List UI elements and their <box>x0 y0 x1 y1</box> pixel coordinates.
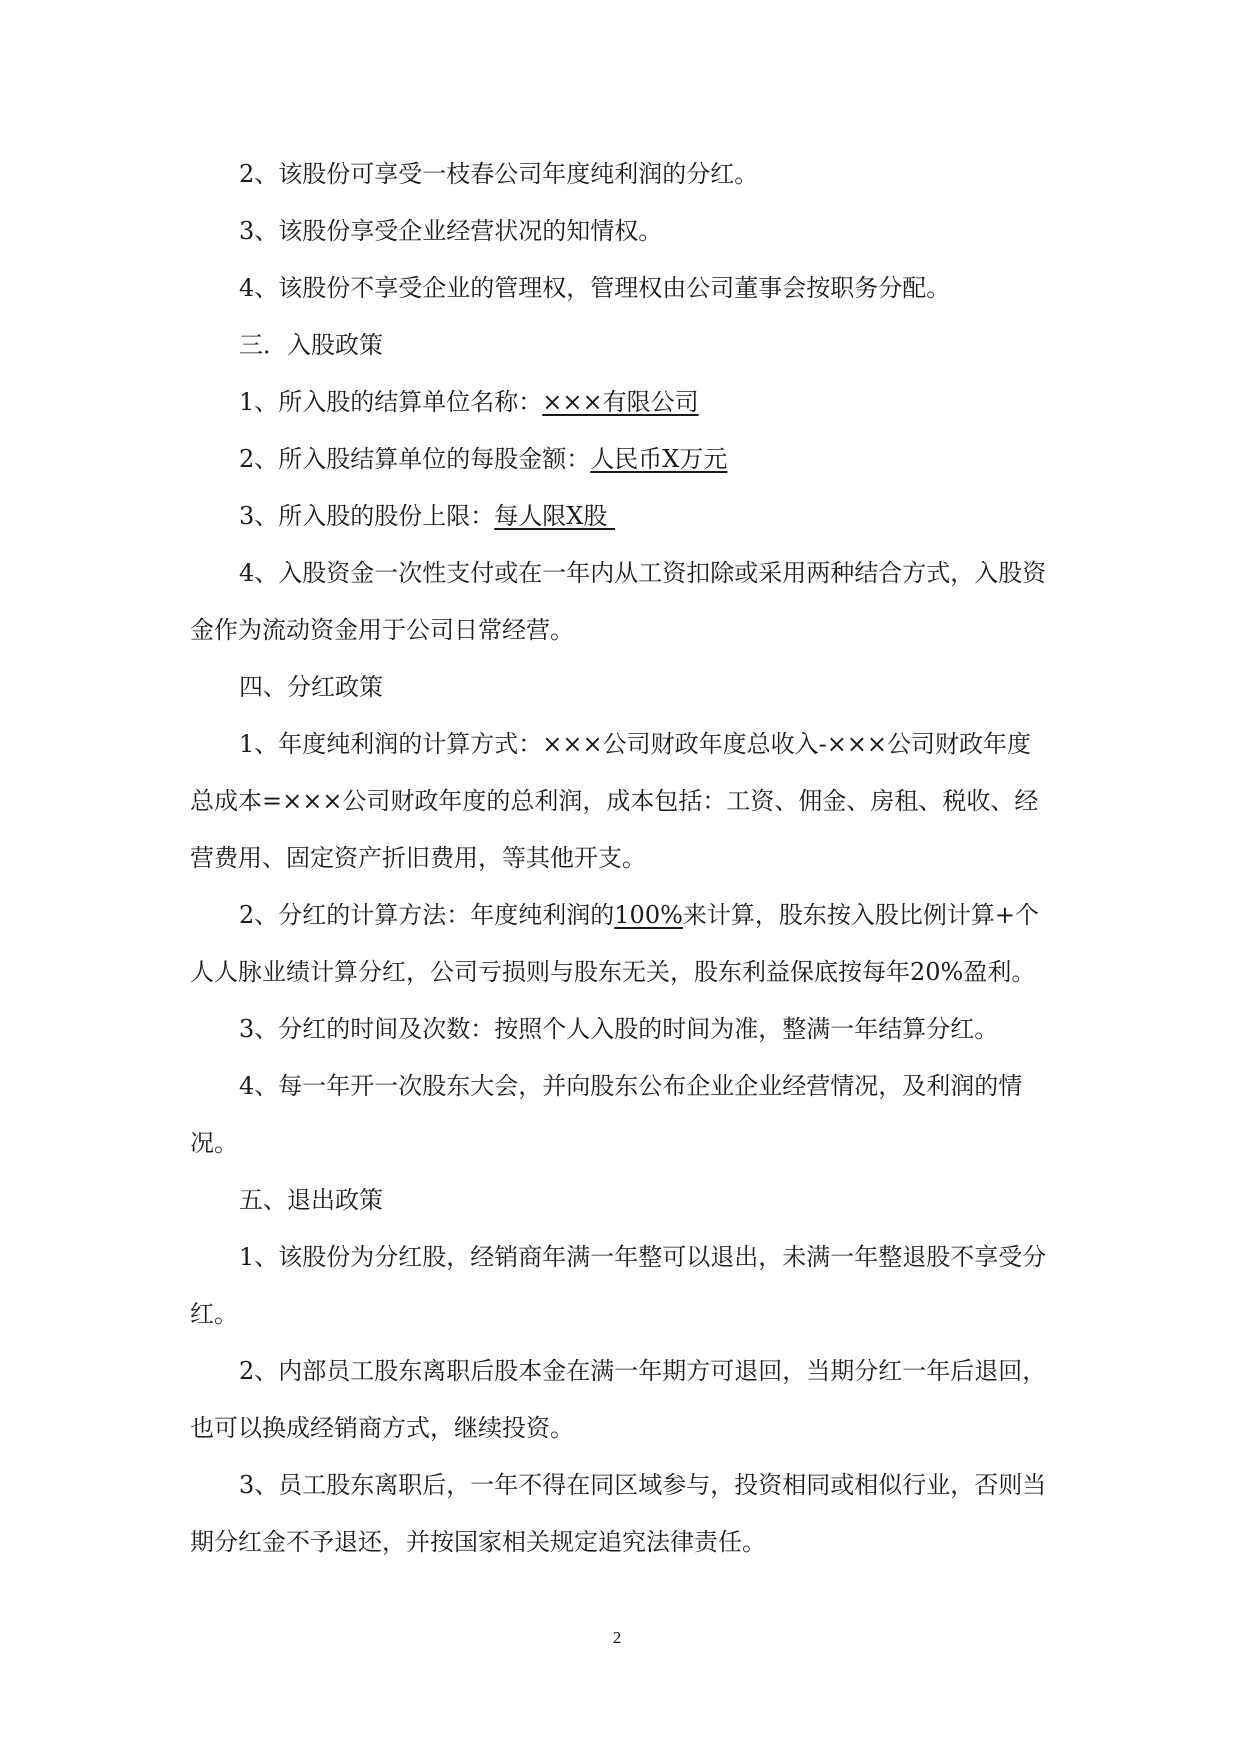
paragraph-text: 2、内部员工股东离职后股本金在满一年期方可退回，当期分红一年后退回，也可以换成经销商方式，继续投资。 <box>190 1357 1047 1442</box>
underlined-value: 人民币X万元 <box>590 445 728 473</box>
paragraph-text: 3、该股份享受企业经营状况的知情权。 <box>239 217 663 245</box>
paragraph-settlement-unit <box>190 374 1050 431</box>
underlined-value: 每人限X股 <box>494 502 615 530</box>
section-heading-text: 五、退出政策 <box>239 1186 383 1214</box>
paragraph-management-right <box>190 260 1050 317</box>
page-number: 2 <box>612 1628 622 1647</box>
paragraph-text: 2、该股份可享受一枝春公司年度纯利润的分红。 <box>239 160 759 188</box>
paragraph-net-profit-calculation <box>190 716 1050 887</box>
section-heading-share-policy <box>190 317 1050 374</box>
section-heading-dividend-policy <box>190 659 1050 716</box>
section-heading-text: 四、分红政策 <box>239 673 383 701</box>
paragraph-text: 1、该股份为分红股，经销商年满一年整可以退出，未满一年整退股不享受分红。 <box>190 1243 1047 1328</box>
paragraph-text: 2、分红的计算方法：年度纯利润的 <box>239 901 615 929</box>
paragraph-dividend-right <box>190 146 1050 203</box>
paragraph-share-limit <box>190 488 1050 545</box>
paragraph-dividend-calculation <box>190 887 1050 1001</box>
paragraph-information-right <box>190 203 1050 260</box>
paragraph-employee-exit <box>190 1343 1050 1457</box>
paragraph-distributor-exit <box>190 1229 1050 1343</box>
underlined-value: ×××有限公司 <box>542 388 699 416</box>
paragraph-text: 来计算，股东按入股比例计算+个人人脉业绩计算分红，公司亏损则与股东无关，股东利益保底按每年20%盈利。 <box>190 901 1040 986</box>
paragraph-share-amount <box>190 431 1050 488</box>
paragraph-text: 4、每一年开一次股东大会，并向股东公布企业企业经营情况，及利润的情况。 <box>190 1072 1023 1157</box>
section-heading-exit-policy <box>190 1172 1050 1229</box>
paragraph-text: 4、该股份不享受企业的管理权，管理权由公司董事会按职务分配。 <box>239 274 951 302</box>
section-heading-text: 三．入股政策 <box>239 331 383 359</box>
paragraph-text: 3、分红的时间及次数：按照个人入股的时间为准，整满一年结算分红。 <box>239 1015 999 1043</box>
paragraph-text: 1、所入股的结算单位名称： <box>239 388 543 416</box>
document-body <box>190 146 1050 1571</box>
paragraph-non-compete <box>190 1457 1050 1571</box>
underlined-value: 100% <box>614 901 683 929</box>
paragraph-text: 1、年度纯利润的计算方式：×××公司财政年度总收入-×××公司财政年度总成本=×××公司财政年度的总利润，成本包括：工资、佣金、房租、税收、经营费用、固定资产折旧费用，等其他开支。 <box>190 730 1039 872</box>
paragraph-text: 4、入股资金一次性支付或在一年内从工资扣除或采用两种结合方式，入股资金作为流动资金用于公司日常经营。 <box>190 559 1047 644</box>
paragraph-payment-method <box>190 545 1050 659</box>
paragraph-dividend-timing <box>190 1001 1050 1058</box>
paragraph-text: 2、所入股结算单位的每股金额： <box>239 445 591 473</box>
paragraph-text: 3、所入股的股份上限： <box>239 502 495 530</box>
paragraph-shareholder-meeting <box>190 1058 1050 1172</box>
paragraph-text: 3、员工股东离职后，一年不得在同区域参与，投资相同或相似行业，否则当期分红金不予退还，并按国家相关规定追究法律责任。 <box>190 1471 1047 1556</box>
